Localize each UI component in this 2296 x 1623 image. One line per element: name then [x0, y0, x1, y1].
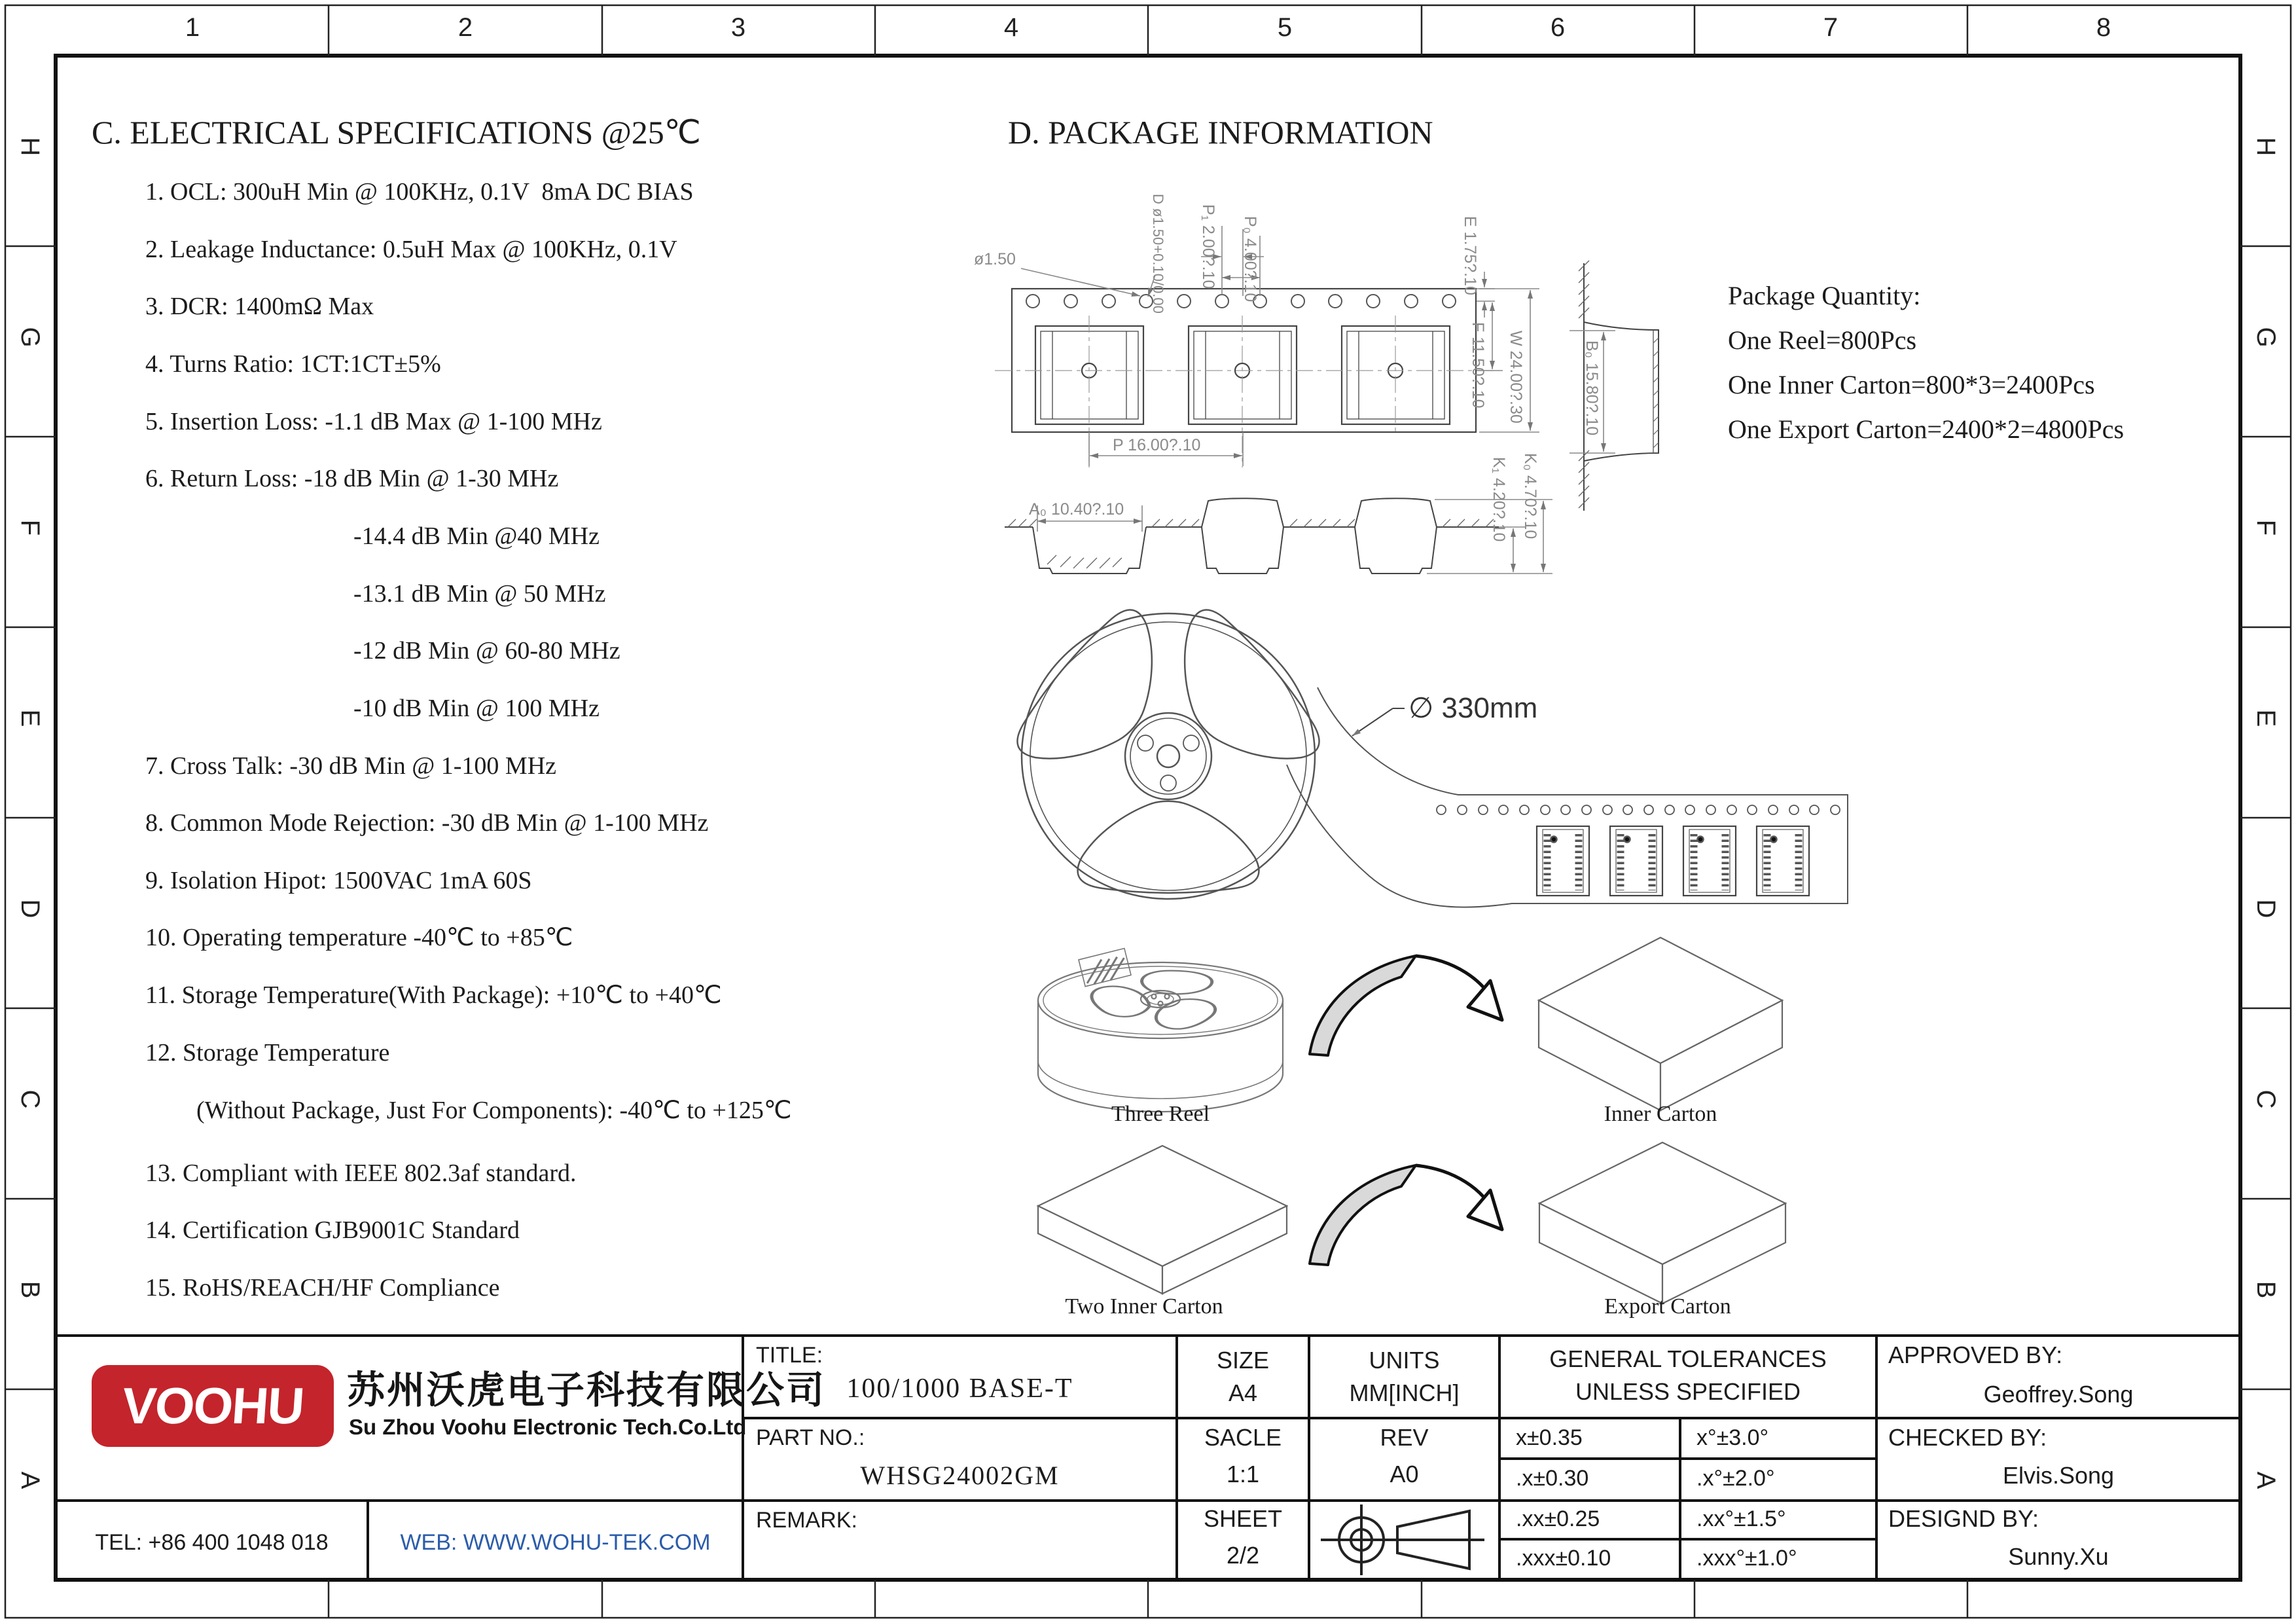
dim-e-label: E 1.75?.10	[1461, 216, 1479, 295]
tolerance-dxxx: .xxx±0.10	[1516, 1546, 1611, 1571]
spec-item: 14. Certification GJB9001C Standard	[145, 1216, 520, 1244]
tolerance-xdeg: x°±3.0°	[1696, 1425, 1769, 1450]
rev-label: REV	[1380, 1424, 1429, 1451]
pkg-qty-line: One Export Carton=2400*2=4800Pcs	[1728, 414, 2125, 444]
caption-export-carton: Export Carton	[1604, 1294, 1731, 1319]
section-pocket-2	[1202, 527, 1283, 574]
border-col-2: 2	[457, 13, 473, 42]
border-row-right-c: C	[2251, 1089, 2280, 1109]
reel-drawing	[1005, 599, 1848, 907]
spec-item: 13. Compliant with IEEE 802.3af standard.	[145, 1159, 577, 1187]
border-col-7: 7	[1823, 13, 1839, 42]
spec-item: 5. Insertion Loss: -1.1 dB Max @ 1-100 MHz	[145, 408, 602, 435]
caption-inner-carton: Inner Carton	[1604, 1102, 1717, 1126]
spec-item: 4. Turns Ratio: 1CT:1CT±5%	[145, 350, 441, 378]
centerlines	[995, 316, 1499, 467]
spec-item: 11. Storage Temperature(With Package): +10℃ to +40℃	[145, 981, 722, 1009]
tape-top-view	[995, 289, 1499, 467]
border-row-right-b: B	[2251, 1281, 2280, 1299]
sheet-value: 2/2	[1226, 1542, 1260, 1569]
reel-label-sticker	[1079, 949, 1131, 987]
dim-k1-label: K₁ 4.20?.10	[1490, 457, 1508, 542]
border-col-6: 6	[1550, 13, 1566, 42]
dim-p-label: P 16.00?.10	[1113, 436, 1201, 454]
spec-item: 1. OCL: 300uH Min @ 100KHz, 0.1V 8mA DC BIAS	[145, 178, 694, 206]
border-row-left-f: F	[16, 519, 45, 536]
reel-diameter-leader	[1352, 708, 1405, 736]
general-tolerances-line1: GENERAL TOLERANCES	[1549, 1345, 1827, 1372]
remark-label: REMARK:	[756, 1508, 857, 1533]
size-value: A4	[1228, 1379, 1258, 1406]
tolerance-dxx: .xx±0.25	[1516, 1506, 1600, 1531]
leader-components	[1537, 826, 1809, 896]
spec-item: -13.1 dB Min @ 50 MHz	[353, 580, 606, 608]
border-row-left-c: C	[16, 1089, 45, 1109]
approved-by-label: APPROVED BY:	[1888, 1341, 2063, 1368]
dim-k0-label: K₀ 4.70?.10	[1521, 453, 1539, 539]
inner-carton-pictogram	[1539, 938, 1782, 1110]
spec-item: 12. Storage Temperature	[145, 1039, 390, 1067]
spec-item: -10 dB Min @ 100 MHz	[353, 695, 600, 722]
spec-item: 7. Cross Talk: -30 dB Min @ 1-100 MHz	[145, 752, 557, 780]
export-carton-pictogram	[1539, 1142, 1785, 1304]
pkg-qty-line: One Reel=800Pcs	[1728, 325, 1917, 355]
caption-three-reel: Three Reel	[1111, 1102, 1210, 1126]
packing-arrow-2	[1310, 1165, 1502, 1265]
sheet-label: SHEET	[1203, 1505, 1283, 1532]
spec-item: 15. RoHS/REACH/HF Compliance	[145, 1274, 500, 1302]
spec-item: 9. Isolation Hipot: 1500VAC 1mA 60S	[145, 867, 532, 894]
dim-b0-label: B₀ 15.80?.10	[1583, 340, 1601, 436]
general-tolerances-line2: UNLESS SPECIFIED	[1575, 1378, 1801, 1405]
section-component-2	[1202, 498, 1283, 527]
company-name-cn: 苏州沃虎电子科技有限公司	[347, 1369, 827, 1412]
dim-p1-label: P₁ 2.00?.10	[1199, 204, 1217, 289]
tolerance-x: x±0.35	[1516, 1425, 1583, 1450]
tolerance-dxxxdeg: .xxx°±1.0°	[1696, 1546, 1797, 1571]
dim-f-label: F 11.50?.10	[1469, 322, 1487, 409]
spec-item: 3. DCR: 1400mΩ Max	[145, 293, 374, 320]
partno-label: PART NO.:	[756, 1425, 865, 1450]
scale-value: 1:1	[1226, 1461, 1260, 1487]
border-row-right-f: F	[2251, 519, 2280, 536]
border-row-left-g: G	[16, 327, 45, 348]
spec-item: 2. Leakage Inductance: 0.5uH Max @ 100KHz, 0.1V	[145, 236, 677, 263]
leader-sprocket-holes	[1437, 805, 1840, 814]
border-col-1: 1	[185, 13, 200, 42]
spec-heading: C. ELECTRICAL SPECIFICATIONS @25℃	[92, 114, 701, 151]
spec-item: 8. Common Mode Rejection: -30 dB Min @ 1-100 MHz	[145, 809, 709, 837]
company-name-en: Su Zhou Voohu Electronic Tech.Co.Ltd	[349, 1415, 747, 1439]
spec-item: -14.4 dB Min @40 MHz	[353, 522, 600, 550]
caption-two-inner-carton: Two Inner Carton	[1065, 1294, 1223, 1319]
checked-by-value: Elvis.Song	[2002, 1462, 2115, 1489]
designed-by-label: DESIGND BY:	[1888, 1505, 2039, 1532]
border-row-left-e: E	[16, 709, 45, 727]
three-reel-pictogram	[1038, 949, 1283, 1112]
spec-item: 6. Return Loss: -18 dB Min @ 1-30 MHz	[145, 465, 559, 492]
section-pocket-3	[1355, 527, 1437, 574]
spec-item: (Without Package, Just For Components): -40℃ to +125℃	[196, 1097, 792, 1124]
company-logo-text: VOOHU	[120, 1377, 306, 1434]
projection-symbol-icon	[1321, 1504, 1484, 1575]
scale-label: SACLE	[1204, 1424, 1282, 1451]
border-col-3: 3	[730, 13, 746, 42]
units-label: UNITS	[1369, 1347, 1440, 1374]
dim-d-label: D ø1.50+0.10/0.00	[1150, 194, 1166, 314]
dim-p0-label: P₀ 4.00?.10	[1241, 216, 1259, 302]
border-row-left-b: B	[16, 1281, 45, 1299]
border-row-right-a: A	[2251, 1471, 2280, 1489]
tolerance-dxxdeg: .xx°±1.5°	[1696, 1506, 1786, 1531]
tolerance-dxdeg: .x°±2.0°	[1696, 1466, 1775, 1491]
company-logo	[92, 1365, 334, 1447]
title-label: TITLE:	[756, 1343, 823, 1368]
two-inner-carton-pictogram	[1038, 1146, 1287, 1294]
size-label: SIZE	[1216, 1347, 1269, 1374]
dim-a0-label: A₀ 10.40?.10	[1029, 500, 1124, 519]
dim-hole-label: ø1.50	[974, 250, 1016, 268]
border-row-right-h: H	[2251, 137, 2280, 156]
units-value: MM[INCH]	[1349, 1379, 1460, 1406]
sprocket-holes	[1026, 295, 1456, 308]
partno-value: WHSG24002GM	[860, 1461, 1060, 1490]
section-component-3	[1355, 498, 1437, 527]
border-row-left-a: A	[16, 1471, 45, 1489]
section-pocket-1	[1033, 527, 1146, 574]
company-tel: TEL: +86 400 1048 018	[95, 1530, 329, 1555]
border-col-8: 8	[2096, 13, 2111, 42]
checked-by-label: CHECKED BY:	[1888, 1424, 2047, 1451]
border-row-right-e: E	[2251, 709, 2280, 727]
spec-item: 10. Operating temperature -40℃ to +85℃	[145, 924, 573, 951]
company-web[interactable]: WEB: WWW.WOHU-TEK.COM	[400, 1530, 711, 1555]
pkg-qty-line: One Inner Carton=800*3=2400Pcs	[1728, 370, 2095, 399]
border-col-5: 5	[1277, 13, 1293, 42]
designed-by-value: Sunny.Xu	[2008, 1543, 2109, 1570]
border-row-left-d: D	[16, 899, 45, 919]
pkg-qty-line: Package Quantity:	[1728, 281, 1921, 310]
border-row-right-g: G	[2251, 327, 2280, 348]
title-value: 100/1000 BASE-T	[846, 1374, 1073, 1404]
border-row-right-d: D	[2251, 899, 2280, 919]
border-row-left-h: H	[16, 137, 45, 156]
pkg-heading: D. PACKAGE INFORMATION	[1008, 114, 1433, 151]
approved-by-value: Geoffrey.Song	[1983, 1381, 2134, 1408]
dim-w-label: W 24.00?.30	[1507, 331, 1525, 424]
border-col-4: 4	[1003, 13, 1019, 42]
rev-value: A0	[1390, 1461, 1419, 1487]
reel-diameter-label: ∅ 330mm	[1408, 692, 1538, 724]
tolerance-dx: .x±0.30	[1516, 1466, 1589, 1491]
packing-arrow-1	[1310, 956, 1502, 1055]
spec-item: -12 dB Min @ 60-80 MHz	[353, 637, 620, 665]
